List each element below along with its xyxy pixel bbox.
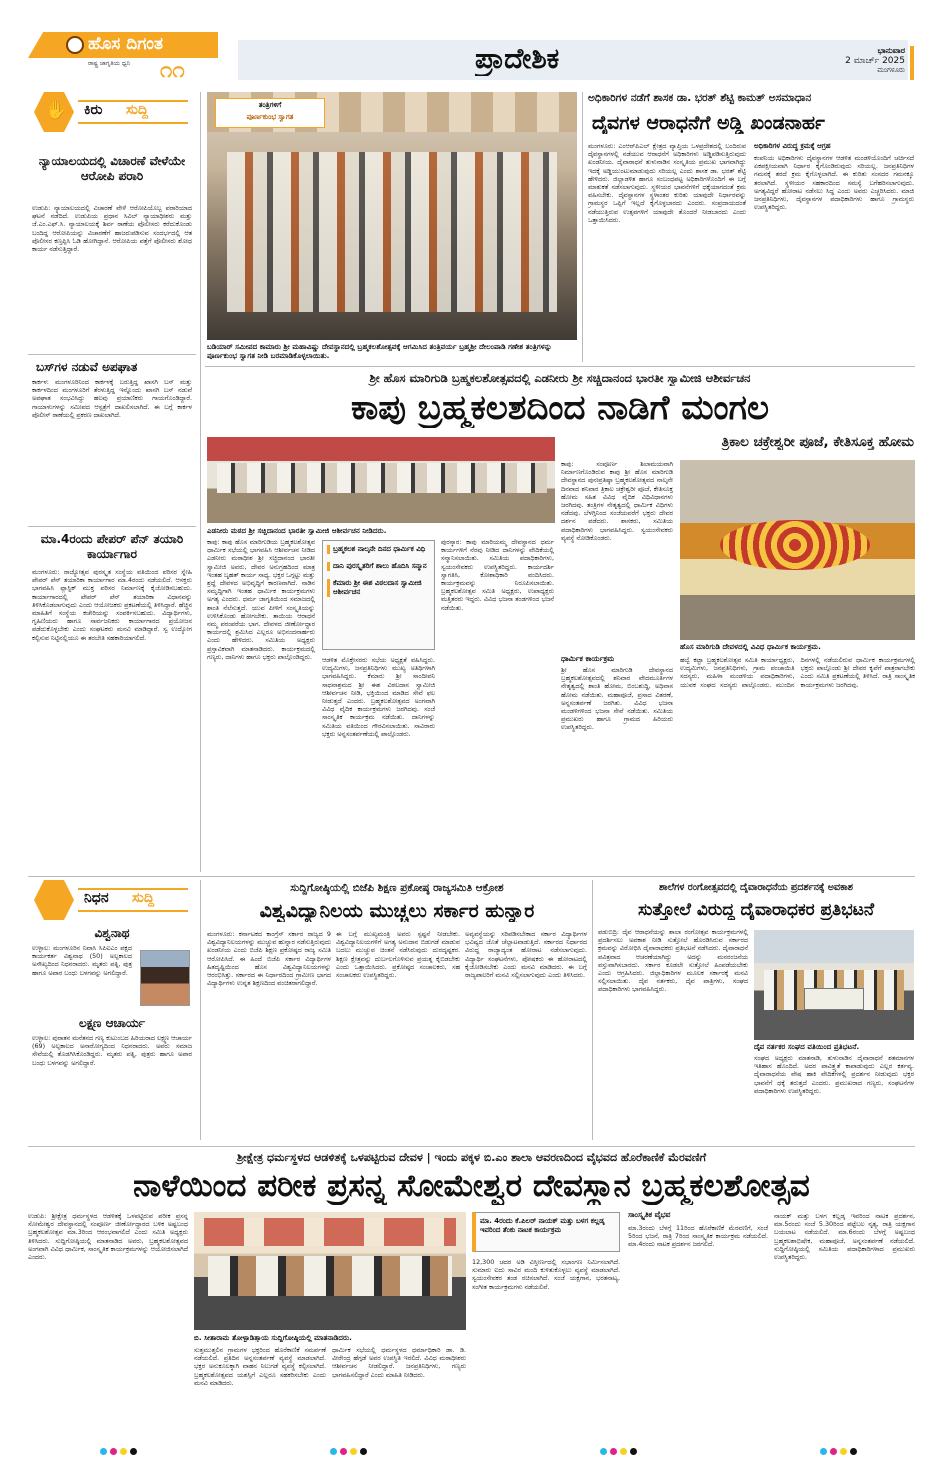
hand-icon-glyph: ✋ xyxy=(45,100,68,121)
banner-photo2 xyxy=(680,460,915,640)
color-registration-dots xyxy=(330,1440,370,1459)
banner-col4: ಕಾಪು: ಸಂಪೂರ್ಣ ಶಿಲಾಮಯವಾಗಿ ನಿರ್ಮಾಣಗೊಂಡಿರುವ ಕಾಪು ಶ್ರೀ ಹೊಸ ಮಾರಿಗುಡಿ ದೇವಸ್ಥಾನದ ಪುನಃಪ್ರತಿಷ್ಠಾ ಬ್ರಹ್ಮಕಲಶೋತ್ಸವದ ನಾಲ್ಕನೇ ದಿನವಾದ ಶನಿವಾರ ತ್ರಿಕಾಲ ಚಕ್ರೇಶ್ವರೀ ಪೂಜೆ, ಕೇತಿಸೂಕ್ತ ಹೋಮ ಸಹಿತ ವಿವಿಧ ವೈದಿಕ ವಿಧಿವಿಧಾನಗಳು ಜರಗಿದವು. ತಂತ್ರಿಗಳ ನೇತೃತ್ವದಲ್ಲಿ ಧಾರ್ಮಿಕ ವಿಧಿಗಳು ನಡೆದವು. ಬೆಳಗ್ಗಿನಿಂದ ಸಂಜೆಯವರೆಗೆ ಭಕ್ತರು ದೇವರ ದರ್ಶನ ಪಡೆದರು. ಶಾಸಕರು, ಸಮಿತಿಯ ಪದಾಧಿಕಾರಿಗಳು ಭಾಗವಹಿಸಿದ್ದರು. ಸ್ವಯಂಸೇವಕರು ವ್ಯವಸ್ಥೆ ನೋಡಿಕೊಂಡರು. xyxy=(561,460,673,542)
kiru-label-post: ಸುದ್ದಿ xyxy=(126,102,149,118)
dot-magenta xyxy=(340,1448,347,1455)
nidhana-person1-body: ಉಳ್ಳಾಲ: ಮಂಗಳೂರಿನ ನಿವಾಸಿ ಸಿಪಿಐಎಂ ಪಕ್ಷದ ಕಾರ್ಯಕರ್ತ ವಿಶ್ವನಾಥ (50) ಅಲ್ಪಕಾಲದ ಅಸೌಖ್ಯದಿಂದ ನಿಧನರಾದರು. ಮೃತರು ಪತ್ನಿ, ಪುತ್ರ ಹಾಗೂ ಅಪಾರ ಬಂಧು ಬಳಗವನ್ನು ಅಗಲಿದ್ದಾರೆ. xyxy=(32,944,132,977)
photo-tag-line1: ತಂತ್ರಿಗಳಿಗೆ xyxy=(258,101,282,109)
bottom-photo xyxy=(194,1212,466,1330)
column-rule xyxy=(582,92,583,362)
kiru-item2-title: ಬಸ್‌ಗಳ ನಡುವೆ ಅಪಘಾತ xyxy=(36,360,138,374)
divider xyxy=(28,526,196,527)
kiru-label-pre: ಕಿರು xyxy=(84,102,103,118)
photo-figure xyxy=(227,152,557,312)
column-rule xyxy=(200,92,201,872)
divider xyxy=(205,366,915,367)
protest-photo xyxy=(754,930,914,1040)
avatar xyxy=(140,950,190,1006)
kiru-item2-body: ಕಾರ್ಕಳ: ಮಂಗಳೂರಿನಿಂದ ಕಾರ್ಕಳಕ್ಕೆ ಬರುತ್ತಿದ್ದ ಖಾಸಗಿ ಬಸ್ ಮತ್ತು ಕಾರ್ಕಳದಿಂದ ಮಂಗಳೂರಿಗೆ ತೆರಳುತ್ತಿದ್ದ ಇನ್ನೊಂದು ಖಾಸಗಿ ಬಸ್ ನಡುವೆ ಅಪಘಾತ ಸಂಭವಿಸಿದ್ದು ಹಲವು ಪ್ರಯಾಣಿಕರು ಗಾಯಗೊಂಡಿದ್ದಾರೆ. ಗಾಯಾಳುಗಳನ್ನು ಸಮೀಪದ ಆಸ್ಪತ್ರೆಗೆ ದಾಖಲಿಸಲಾಗಿದೆ. ಈ ಬಗ್ಗೆ ಕಾರ್ಕಳ ಪೊಲೀಸ್ ಠಾಣೆಯಲ್ಲಿ ಪ್ರಕರಣ ದಾಖಲಾಗಿದೆ. xyxy=(32,378,192,419)
highlight-item: ದಾನಿ ಪುರಸ್ಕೃತರಿಗೆ ಶಾಲು ಹೊದಿಸಿ ಸನ್ಮಾನ xyxy=(327,562,430,571)
page-number: ೧೧ xyxy=(160,58,185,83)
kiru-item3-body: ಮಂಗಳೂರು: ರಾಜ್ಯೋತ್ಸವ ಪುರಸ್ಕೃತ ಸಂಸ್ಥೆಯ ವತಿಯಿಂದ ಪರಿಸರ ಸ್ನೇಹಿ ಪೇಪರ್ ಪೆನ್ ತಯಾರಿಕಾ ಕಾರ್ಯಾಗಾರ ಮಾ.4ರಂದು ನಡೆಯಲಿದೆ. ಆಸಕ್ತರು ಭಾಗವಹಿಸಿ ಪ್ಲಾಸ್ಟಿಕ್ ಮುಕ್ತ ಪರಿಸರ ನಿರ್ಮಾಣಕ್ಕೆ ಕೈಜೋಡಿಸಬಹುದು. ಕಾರ್ಯಾಗಾರದಲ್ಲಿ ಪೇಪರ್ ಪೆನ್ ತಯಾರಿಕಾ ವಿಧಾನವನ್ನು ತಿಳಿಸಿಕೊಡಲಾಗುವುದು ಎಂದು ಆಯೋಜಕರು ಪ್ರಕಟಣೆಯಲ್ಲಿ ತಿಳಿಸಿದ್ದಾರೆ. ಹೆಚ್ಚಿನ ಮಾಹಿತಿಗೆ ಸಂಸ್ಥೆಯ ಕಚೇರಿಯನ್ನು ಸಂಪರ್ಕಿಸಬಹುದು. ವಿದ್ಯಾರ್ಥಿಗಳು, ಗೃಹಿಣಿಯರು ಹಾಗೂ ಸಾರ್ವಜನಿಕರು ಕಾರ್ಯಾಗಾರದ ಪ್ರಯೋಜನ ಪಡೆದುಕೊಳ್ಳಬೇಕು ಎಂದು ಸಂಘಟಕರು ಮನವಿ ಮಾಡಿದ್ದಾರೆ. ಸ್ವ ಉದ್ಯೋಗ ಕಲ್ಪಿಸುವ ನಿಟ್ಟಿನಲ್ಲಿಯೂ ಈ ತರಬೇತಿ ಸಹಕಾರಿಯಾಗಲಿದೆ. xyxy=(32,568,192,642)
nidhana-person2-name: ಲಕ್ಷ್ಮಣ ಆಚಾರ್ಯ xyxy=(78,1016,146,1030)
banner-photo1-caption: ಎಡನೀರು ಮಠದ ಶ್ರೀ ಸಚ್ಚಿದಾನಂದ ಭಾರತೀ ಸ್ವಾಮೀಜಿ ಆಶೀರ್ವಚನ ನೀಡಿದರು. xyxy=(207,526,387,535)
banner-col2: ಆಡಳಿತ ಮೊಕ್ತೇಸರರು ಸಭೆಯ ಅಧ್ಯಕ್ಷತೆ ವಹಿಸಿದ್ದರು. ಉದ್ಯಮಿಗಳು, ಜನಪ್ರತಿನಿಧಿಗಳು ಮುಖ್ಯ ಅತಿಥಿಗಳಾಗಿ ಭಾಗವಹಿಸಿದ್ದರು. ಕೆಮಾರು ಶ್ರೀ ಸಾಂದೀಪನಿ ಸಾಧನಾಶ್ರಮದ ಶ್ರೀ ಈಶ ವಿಠಲದಾಸ ಸ್ವಾಮೀಜಿ ಆಶೀರ್ವಚನ ನೀಡಿ, ಭಕ್ತಿಯಿಂದ ಮಾಡಿದ ಸೇವೆ ಫಲ ನೀಡುತ್ತದೆ ಎಂದರು. ಬ್ರಹ್ಮಕಲಶೋತ್ಸವದ ಅಂಗವಾಗಿ ವಿವಿಧ ವೈದಿಕ ಕಾರ್ಯಕ್ರಮಗಳು ಜರಗಿದವು. ಸಂಜೆ ಸಾಂಸ್ಕೃತಿಕ ಕಾರ್ಯಕ್ರಮ ನಡೆಯಿತು. ದಾನಿಗಳನ್ನು ಸಮಿತಿಯ ವತಿಯಿಂದ ಗೌರವಿಸಲಾಯಿತು. ಸಾವಿರಾರು ಭಕ್ತರು ಅನ್ನಸಂತರ್ಪಣೆಯಲ್ಲಿ ಪಾಲ್ಗೊಂಡರು. xyxy=(322,656,435,738)
dot-cyan xyxy=(820,1448,827,1455)
bottom-kicker: ಶ್ರೀಕ್ಷೇತ್ರ ಧರ್ಮಸ್ಥಳದ ಆಡಳಿತಕ್ಕೆ ಒಳಪಟ್ಟಿರುವ ದೇವಳ | ಇಂದು ಪಕ್ಕಳ ಬಿ.ಎಂ ಶಾಲಾ ಆವರಣದಿಂದ ವೈಭವದ ಹೊರೆಕಾಣಿಕೆ ಮೆರವಣಿಗೆ xyxy=(236,1151,707,1164)
color-registration-dots xyxy=(100,1440,140,1459)
kiru-suddi-column xyxy=(28,92,196,872)
dot-magenta xyxy=(110,1448,117,1455)
bjp-col1: ಮಂಗಳೂರು: ಕರ್ನಾಟಕದ ಕಾಂಗ್ರೆಸ್ ಸರ್ಕಾರ ರಾಜ್ಯದ 9 ವಿಶ್ವವಿದ್ಯಾನಿಲಯಗಳನ್ನು ಮುಚ್ಚುವ ಹುನ್ನಾರ ನಡೆಸುತ್ತಿರುವುದು ಖಂಡನೀಯ ಎಂದು ಬಿಜೆಪಿ ಶಿಕ್ಷಣ ಪ್ರಕೋಷ್ಠದ ರಾಜ್ಯ ಸಮಿತಿ ಆರೋಪಿಸಿದೆ. ಈ ಹಿಂದೆ ಬಿಜೆಪಿ ಸರ್ಕಾರ ವಿದ್ಯಾರ್ಥಿಗಳ ಹಿತದೃಷ್ಟಿಯಿಂದ ಹೊಸ ವಿಶ್ವವಿದ್ಯಾನಿಲಯಗಳನ್ನು ಆರಂಭಿಸಿತ್ತು. ಸರ್ಕಾರದ ಈ ನಿರ್ಧಾರದಿಂದ ಗ್ರಾಮೀಣ ಭಾಗದ ವಿದ್ಯಾರ್ಥಿಗಳು ಉನ್ನತ ಶಿಕ್ಷಣದಿಂದ ವಂಚಿತರಾಗಲಿದ್ದಾರೆ. xyxy=(207,930,331,988)
dot-black xyxy=(630,1448,637,1455)
kiru-label xyxy=(28,92,196,132)
section-title: ಪ್ರಾದೇಶಿಕ xyxy=(475,42,560,75)
accent-bar xyxy=(910,46,914,80)
photo-tag-line2: ಪೂರ್ಣಕುಂಭ ಸ್ವಾಗತ xyxy=(246,113,294,121)
right-story-headline: ದೈವಗಳ ಆರಾಧನೆಗೆ ಅಡ್ಡಿ ಖಂಡನಾರ್ಹ xyxy=(592,112,825,134)
bjp-headline: ವಿಶ್ವವಿದ್ಯಾನಿಲಯ ಮುಚ್ಚಲು ಸರ್ಕಾರ ಹುನ್ನಾರ xyxy=(259,900,535,922)
protest-col1: ಪಡುಬಿದ್ರಿ: ದೈವ ಆರಾಧನೆಯನ್ನು ಶಾಲಾ ರಂಗೋತ್ಸವ ಕಾರ್ಯಕ್ರಮಗಳಲ್ಲಿ ಪ್ರದರ್ಶಿಸಲು ಅವಕಾಶ ನೀಡಿ ಸುತ್ತೋಲೆ ಹೊರಡಿಸಿರುವ ಸರ್ಕಾರದ ಕ್ರಮವನ್ನು ವಿರೋಧಿಸಿ ದೈವಾರಾಧಕರು ಪ್ರತಿಭಟನೆ ನಡೆಸಿದರು. ದೈವಾರಾಧನೆ ಪವಿತ್ರವಾದ ಆಚರಣೆಯಾಗಿದ್ದು ಅದನ್ನು ಮನರಂಜನೆಯ ವಸ್ತುವಾಗಿಸಬಾರದು. ಸರ್ಕಾರ ಕೂಡಲೇ ಸುತ್ತೋಲೆ ಹಿಂಪಡೆಯಬೇಕು ಎಂದು ಆಗ್ರಹಿಸಿದರು. ಜಿಲ್ಲಾಧಿಕಾರಿಗಳ ಮೂಲಕ ಸರ್ಕಾರಕ್ಕೆ ಮನವಿ ಸಲ್ಲಿಸಲಾಯಿತು. ದೈವ ನರ್ತಕರು, ದೈವ ಪಾತ್ರಿಗಳು, ಸಂಘದ ಪದಾಧಿಕಾರಿಗಳು ಭಾಗವಹಿಸಿದ್ದರು. xyxy=(598,928,748,994)
protest-headline: ಸುತ್ತೋಲೆ ವಿರುದ್ಧ ದೈವಾರಾಧಕರ ಪ್ರತಿಭಟನೆ xyxy=(637,900,875,920)
protest-col2: ಸಂಘದ ಅಧ್ಯಕ್ಷರು ಮಾತನಾಡಿ, ತುಳುನಾಡಿನ ದೈವಾರಾಧನೆ ಶತಮಾನಗಳ ಇತಿಹಾಸ ಹೊಂದಿದೆ. ಅದರ ಪಾವಿತ್ರ್ಯತೆ ಕಾಪಾಡುವುದು ಎಲ್ಲರ ಕರ್ತವ್ಯ. ದೈವಾರಾಧನೆಯ ವೇಷ ಹಾಕಿ ವೇದಿಕೆಗಳಲ್ಲಿ ಪ್ರದರ್ಶನ ನೀಡುವುದು ಭಕ್ತರ ಭಾವನೆಗೆ ಧಕ್ಕೆ ತರುತ್ತದೆ ಎಂದರು. ಪ್ರಮುಖರಾದ ಗಣ್ಯರು, ಸಂಘಟನೆಗಳ ಪದಾಧಿಕಾರಿಗಳು ಉಪಸ್ಥಿತರಿದ್ದರು. xyxy=(754,1054,914,1095)
nidhana-person1-name: ವಿಶ್ವನಾಥ xyxy=(94,926,130,940)
dot-cyan xyxy=(100,1448,107,1455)
bottom-col5-title: ಸಾಂಸ್ಕೃತಿಕ ವೈಭವ xyxy=(628,1210,768,1220)
dot-cyan xyxy=(600,1448,607,1455)
bottom-highlight xyxy=(472,1212,620,1252)
photo-figure xyxy=(217,463,547,493)
nidhana-column xyxy=(28,880,196,1140)
day-label: ಭಾನುವಾರ xyxy=(877,46,905,55)
dot-yellow xyxy=(840,1448,847,1455)
highlight-item: ಕೆಮಾರು ಶ್ರೀ ಈಶ ವಿಠಲದಾಸ ಸ್ವಾಮೀಜಿ ಆಶೀರ್ವಚನ xyxy=(327,579,430,597)
banner-col3: ಪುರಸ್ಕಾರ: ಕಾಪು ಮಾರಿಯಮ್ಮ ದೇವಸ್ಥಾನದ ಧರ್ಮ ಕಾರ್ಯಗಳಿಗೆ ನೆರವು ನೀಡಿದ ದಾನಿಗಳನ್ನು ವೇದಿಕೆಯಲ್ಲಿ ಸನ್ಮಾನಿಸಲಾಯಿತು. ಸಮಿತಿಯ ಪದಾಧಿಕಾರಿಗಳು, ಸ್ವಯಂಸೇವಕರು ಉಪಸ್ಥಿತರಿದ್ದರು. ಕಾರ್ಯದರ್ಶಿ ಸ್ವಾಗತಿಸಿ, ಕೋಶಾಧಿಕಾರಿ ವಂದಿಸಿದರು. ಕಾರ್ಯಕ್ರಮವನ್ನು ನಿರೂಪಿಸಲಾಯಿತು. ಬ್ರಹ್ಮಕಲಶೋತ್ಸವ ಸಮಿತಿ ಅಧ್ಯಕ್ಷರು, ಉಪಾಧ್ಯಕ್ಷರು ಮತ್ತಿತರರು ಇದ್ದರು. ವಿವಿಧ ಭಜನಾ ತಂಡಗಳಿಂದ ಭಜನೆ ನಡೆಯಿತು. xyxy=(441,538,554,612)
bjp-col2: ಈ ಬಗ್ಗೆ ಮುಖ್ಯಮಂತ್ರಿ ಅವರು ಸ್ಪಷ್ಟನೆ ನೀಡಬೇಕು. ವಿಶ್ವವಿದ್ಯಾನಿಲಯಗಳಿಗೆ ಅಗತ್ಯ ಅನುದಾನ ಬಿಡುಗಡೆ ಮಾಡುವ ಬದಲು ಮುಚ್ಚುವ ಚಿಂತನೆ ನಡೆಸಿರುವುದು ದುರದೃಷ್ಟಕರ. ಶಿಕ್ಷಣ ಕ್ಷೇತ್ರವನ್ನು ದುರ್ಬಲಗೊಳಿಸುವ ಪ್ರಯತ್ನ ಕೈಬಿಡಬೇಕು ಎಂದು ಒತ್ತಾಯಿಸಿದರು. ಪ್ರಕೋಷ್ಠದ ಸಂಚಾಲಕರು, ಸಹ ಸಂಚಾಲಕರು ಉಪಸ್ಥಿತರಿದ್ದರು. xyxy=(336,930,460,980)
right-story-col2: ಕಂಪನಿಯ ಅಧಿಕಾರಿಗಳು ದೈವಸ್ಥಾನಗಳ ಆಡಳಿತ ಮಂಡಳಿಯೊಂದಿಗೆ ಚರ್ಚಿಸದೆ ಏಕಪಕ್ಷೀಯವಾಗಿ ನಿರ್ಧಾರ ಕೈಗೊಂಡಿರುವುದು ಸರಿಯಲ್ಲ. ಜನಪ್ರತಿನಿಧಿಗಳ ಗಮನಕ್ಕೆ ತರದೆ ಕ್ರಮ ಕೈಗೊಳ್ಳಲಾಗಿದೆ. ಈ ಕುರಿತು ಸಂಸದರ ಗಮನಕ್ಕೂ ತರಲಾಗಿದೆ. ಸ್ಥಳೀಯರ ಸಹಕಾರದಿಂದ ಸಮಸ್ಯೆ ಬಗೆಹರಿಸಲಾಗುವುದು. ಅಗತ್ಯವಿದ್ದರೆ ಹೋರಾಟ ನಡೆಸಲು ಸಿದ್ಧ ಎಂದು ಅವರು ಎಚ್ಚರಿಸಿದರು. ಮಾಜಿ ಜನಪ್ರತಿನಿಧಿಗಳು, ದೈವಸ್ಥಾನಗಳ ಪದಾಧಿಕಾರಿಗಳು ಹಾಗೂ ಗ್ರಾಮಸ್ಥರು ಉಪಸ್ಥಿತರಿದ್ದರು. xyxy=(754,154,914,212)
photo-banner xyxy=(204,1218,456,1246)
right-story-subhead: ಅಧಿಕಾರಿಗಳ ವಿರುದ್ಧ ಕ್ರಮಕ್ಕೆ ಆಗ್ರಹ xyxy=(754,142,831,150)
banner-kicker: ಶ್ರೀ ಹೊಸ ಮಾರಿಗುಡಿ ಬ್ರಹ್ಮಕಲಶೋತ್ಸವದಲ್ಲಿ ಎಡನೀರು ಶ್ರೀ ಸಚ್ಚಿದಾನಂದ ಭಾರತೀ ಸ್ವಾಮೀಜಿ ಆಶೀರ್ವಚನ xyxy=(369,371,751,385)
dot-yellow xyxy=(120,1448,127,1455)
divider xyxy=(28,1146,915,1147)
right-story-kicker: ಅಧಿಕಾರಿಗಳ ನಡೆಗೆ ಶಾಸಕ ಡಾ. ಭರತ್ ಶೆಟ್ಟಿ ಕಾಮತ್ ಅಸಮಾಧಾನ xyxy=(588,92,812,104)
highlight-item: ಮಾ. 4ರಂದು ಕೆ.ಪಿಲರ್ ನಾಯಕ್ ಮತ್ತು ಬಳಗ ಕಲ್ಲಡ್ಕ ಇವರಿಂದ ತೆಂಕು ನಾಟಕ ಕಾರ್ಯಕ್ರಮ xyxy=(480,1217,605,1234)
banner-photo2-caption: ಹೊಸ ಮಾರಿಗುಡಿ ದೇವಳದಲ್ಲಿ ವಿವಿಧ ಧಾರ್ಮಿಕ ಕಾರ್ಯಕ್ರಮ. xyxy=(680,642,821,651)
dot-black xyxy=(360,1448,367,1455)
bottom-headline: ನಾಳೆಯಿಂದ ಪರೀಕ ಪ್ರಸನ್ನ ಸೋಮೇಶ್ವರ ದೇವಸ್ಥಾನ ಬ್ರಹ್ಮಕಲಶೋತ್ಸವ xyxy=(133,1168,810,1204)
protest-kicker: ಶಾಲೆಗಳ ರಂಗೋತ್ಸವದಲ್ಲಿ ದೈವಾರಾಧನೆಯ ಪ್ರದರ್ಶನಕ್ಕೆ ಅವಕಾಶ xyxy=(659,882,853,893)
color-registration-dots xyxy=(600,1440,640,1459)
dot-black xyxy=(850,1448,857,1455)
dot-black xyxy=(130,1448,137,1455)
column-rule xyxy=(592,880,593,1140)
nidhana-person2-body: ಉಳ್ಳಾಲ: ಪುರಾತನ ಮನೆತನದ ಗಣ್ಯ ಕುಟುಂಬದ ಹಿರಿಯರಾದ ಲಕ್ಷ್ಮಣ ಆಚಾರ್ಯ (69) ಅಲ್ಪಕಾಲದ ಅನಾರೋಗ್ಯದಿಂದ ನಿಧನರಾದರು. ಅವರು ಸಮಾಜ ಸೇವೆಯಲ್ಲಿ ತೊಡಗಿಸಿಕೊಂಡಿದ್ದರು. ಮೃತರು ಪತ್ನಿ, ಪುತ್ರರು ಹಾಗೂ ಅಪಾರ ಬಂಧು ಬಳಗವನ್ನು ಅಗಲಿದ್ದಾರೆ. xyxy=(32,1034,192,1067)
dot-yellow xyxy=(620,1448,627,1455)
dot-yellow xyxy=(350,1448,357,1455)
banner-photo1 xyxy=(207,437,555,523)
right-story-col1: ಮಂಗಳೂರು: ಎಂಆರ್‌ಪಿಎಲ್ ಕ್ಷೇತ್ರದ ವ್ಯಾಪ್ತಿಯ ಒಳಪ್ರದೇಶದಲ್ಲಿ ಬಂದಿರುವ ದೈವಸ್ಥಾನಗಳಲ್ಲಿ ನಡೆಯುವ ಆರಾಧನೆಗೆ ಅಧಿಕಾರಿಗಳು ಅಡ್ಡಿಪಡಿಸುತ್ತಿರುವುದು ಖಂಡನೀಯ. ದೈವಾರಾಧನೆ ತುಳುನಾಡಿನ ಸಂಸ್ಕೃತಿಯ ಪ್ರಮುಖ ಭಾಗವಾಗಿದ್ದು ಇದಕ್ಕೆ ಅಡ್ಡಿಯುಂಟುಮಾಡುವುದು ಸರಿಯಲ್ಲ ಎಂದು ಶಾಸಕ ಡಾ. ಭರತ್ ಶೆಟ್ಟಿ ಹೇಳಿದರು. ಜಿಲ್ಲಾಡಳಿತ ಹಾಗೂ ಸಂಬಂಧಪಟ್ಟ ಅಧಿಕಾರಿಗಳೊಂದಿಗೆ ಈ ಬಗ್ಗೆ ಮಾತುಕತೆ ನಡೆಸಲಾಗುವುದು. ಸ್ಥಳೀಯರ ಭಾವನೆಗಳಿಗೆ ಧಕ್ಕೆಯಾಗದಂತೆ ಕ್ರಮ ವಹಿಸಬೇಕು. ದೈವಸ್ಥಾನಗಳ ಸ್ಥಳಾಂತರ ಕುರಿತು ಯಾವುದೇ ನಿರ್ಧಾರವನ್ನು ಗ್ರಾಮಸ್ಥರ ಒಪ್ಪಿಗೆ ಇಲ್ಲದೆ ಕೈಗೊಳ್ಳಬಾರದು ಎಂದರು. ಸಂಪ್ರದಾಯದಂತೆ ನಡೆಯುತ್ತಿರುವ ಉತ್ಸವಗಳಿಗೆ ಯಾವುದೇ ತೊಂದರೆ ನೀಡಬಾರದು ಎಂದು ಒತ್ತಾಯಿಸಿದರು. xyxy=(588,142,746,224)
protest-photo-caption: ದೈವ ನರ್ತಕರ ಸಂಘದ ವತಿಯಿಂದ ಪ್ರತಿಭಟನೆ. xyxy=(754,1042,860,1051)
date-block xyxy=(795,46,905,80)
logo-block xyxy=(28,32,218,82)
divider xyxy=(28,876,915,877)
kiru-item3-title: ಮಾ.4ರಂದು ಪೇಪರ್ ಪೆನ್ ತಯಾರಿ ಕಾರ್ಯಾಗಾರ xyxy=(40,532,184,561)
kiru-item1-title: ನ್ಯಾಯಾಲಯದಲ್ಲಿ ವಿಚಾರಣೆ ವೇಳೆಯೇ ಆರೋಪಿ ಪರಾರಿ xyxy=(38,154,186,183)
bjp-kicker: ಸುದ್ದಿಗೋಷ್ಠಿಯಲ್ಲಿ ಬಿಜೆಪಿ ಶಿಕ್ಷಣ ಪ್ರಕೋಷ್ಠ ರಾಜ್ಯಸಮಿತಿ ಆಕ್ರೋಶ xyxy=(290,882,504,894)
nidhana-label-pre: ನಿಧನ xyxy=(84,890,109,906)
photo-figure xyxy=(720,520,870,570)
date-label: 2 ಮಾರ್ಚ್ 2025 xyxy=(845,56,905,66)
banner-col5: ಶ್ರೀ ಹೊಸ ಮಾರಿಗುಡಿ ದೇವಸ್ಥಾನದ ಬ್ರಹ್ಮಕಲಶೋತ್ಸವದಲ್ಲಿ ಶನಿವಾರ ವೇದಮೂರ್ತಿಗಳ ನೇತೃತ್ವದಲ್ಲಿ ಶಾಂತಿ ಹೋಮ, ಬಿಂಬಶುದ್ಧಿ, ಅಧಿವಾಸ ಹೋಮ ನಡೆಯಿತು. ಮಹಾಪೂಜೆ, ಪ್ರಸಾದ ವಿತರಣೆ, ಅನ್ನಸಂತರ್ಪಣೆ ಜರಗಿತು. ವಿವಿಧ ಭಜನಾ ಮಂಡಳಿಗಳಿಂದ ಭಜನಾ ಸೇವೆ ನಡೆಯಿತು. ಸಮಿತಿಯ ಪ್ರಮುಖರು ಹಾಗೂ ಗ್ರಾಮದ ಹಿರಿಯರು ಉಪಸ್ಥಿತರಿದ್ದರು. xyxy=(561,666,673,732)
photo-tag xyxy=(215,98,325,128)
lamp-icon xyxy=(66,36,84,54)
highlight-item: ಬ್ರಹ್ಮಕಲಶ ನಾಲ್ಕನೇ ದಿನದ ಧಾರ್ಮಿಕ ವಿಧಿ xyxy=(327,545,430,554)
banner-subhead: ತ್ರಿಕಾಲ ಚಕ್ರೇಶ್ವರೀ ಪೂಜೆ, ಕೇತಿಸೂಕ್ತ ಹೋಮ xyxy=(721,434,914,450)
bottom-photo-caption: ಬಿ. ಸೀತಾರಾಮ ತೋಳ್ಪಾಡಿತ್ತಾಯ ಸುದ್ದಿಗೋಷ್ಠಿಯಲ್ಲಿ ಮಾತನಾಡಿದರು. xyxy=(194,1333,352,1342)
banner-col1: ಕಾಪು: ಕಾಪು ಹೊಸ ಮಾರಿಗುಡಿಯ ಬ್ರಹ್ಮಕಲಶೋತ್ಸವ ಧಾರ್ಮಿಕ ಸಭೆಯಲ್ಲಿ ಭಾಗವಹಿಸಿ ಆಶೀರ್ವಚನ ನೀಡಿದ ಎಡನೀರು ಮಠಾಧೀಶ ಶ್ರೀ ಸಚ್ಚಿದಾನಂದ ಭಾರತೀ ಸ್ವಾಮೀಜಿ ಅವರು, ದೇವರ ಅನುಗ್ರಹದಿಂದ ಮಾತ್ರ ಇಂತಹ ಬೃಹತ್ ಕಾರ್ಯ ಸಾಧ್ಯ. ಭಕ್ತರ ಒಗ್ಗಟ್ಟು ಮತ್ತು ಶ್ರದ್ಧೆ ದೇವಳದ ಅಭಿವೃದ್ಧಿಗೆ ಕಾರಣವಾಗಿದೆ. ನಾಡಿನ ಸಮೃದ್ಧಿಗಾಗಿ ಇಂತಹ ಧಾರ್ಮಿಕ ಕಾರ್ಯಕ್ರಮಗಳು ಅಗತ್ಯ ಎಂದರು. ಧರ್ಮ ಜಾಗೃತಿಯಿಂದ ಸಮಾಜದಲ್ಲಿ ಶಾಂತಿ ನೆಲೆಸುತ್ತದೆ. ಯುವ ಪೀಳಿಗೆ ಸಂಸ್ಕೃತಿಯನ್ನು ಉಳಿಸಿಕೊಂಡು ಹೋಗಬೇಕು. ತಾಯಿಯ ಆರಾಧನೆ ನಮ್ಮ ಪರಂಪರೆಯ ಭಾಗ. ದೇವಳದ ಜೀರ್ಣೋದ್ಧಾರ ಕಾರ್ಯದಲ್ಲಿ ಶ್ರಮಿಸಿದ ಎಲ್ಲರೂ ಅಭಿನಂದನಾರ್ಹರು ಎಂದು ಹೇಳಿದರು. ಸಮಿತಿಯ ಅಧ್ಯಕ್ಷರು ಪ್ರಸ್ತಾವಿಕವಾಗಿ ಮಾತನಾಡಿದರು. ಕಾರ್ಯಕ್ರಮದಲ್ಲಿ ಗಣ್ಯರು, ದಾನಿಗಳು ಹಾಗೂ ಭಕ್ತರು ಪಾಲ್ಗೊಂಡಿದ್ದರು. xyxy=(207,538,315,661)
city-label: ಮಂಗಳೂರು xyxy=(877,66,905,74)
logo-text: ಹೊಸ ದಿಗಂತ xyxy=(88,34,163,54)
top-photo xyxy=(207,92,577,340)
bottom-col2: ಸುತ್ತಮುತ್ತಲಿನ ಗ್ರಾಮಗಳ ಭಕ್ತರಿಂದ ಹೊರೆಕಾಣಿಕೆ ಸಮರ್ಪಣೆ ನಡೆಯಲಿದೆ. ಪ್ರತಿದಿನ ಅನ್ನಸಂತರ್ಪಣೆ ವ್ಯವಸ್ಥೆ ಮಾಡಲಾಗಿದೆ. ಭಕ್ತರ ಅನುಕೂಲಕ್ಕಾಗಿ ವಾಹನ ನಿಲುಗಡೆ ವ್ಯವಸ್ಥೆ ಕಲ್ಪಿಸಲಾಗಿದೆ. ಬ್ರಹ್ಮಕಲಶೋತ್ಸವದ ಯಶಸ್ಸಿಗೆ ಎಲ್ಲರೂ ಸಹಕರಿಸಬೇಕು ಎಂದು ಮನವಿ ಮಾಡಿದರು. xyxy=(194,1346,326,1387)
bottom-col4: 12,300 ಚದರ ಅಡಿ ವಿಸ್ತೀರ್ಣದಲ್ಲಿ ಸಭಾಂಗಣ ನಿರ್ಮಿಸಲಾಗಿದೆ. ಸುಮಾರು ಐದು ಸಾವಿರ ಮಂದಿ ಕುಳಿತುಕೊಳ್ಳಲು ವ್ಯವಸ್ಥೆ ಮಾಡಲಾಗಿದೆ. ಸ್ವಯಂಸೇವಕರ ತಂಡ ರಚಿಸಲಾಗಿದೆ. ಸಂಜೆ ಯಕ್ಷಗಾನ, ಭರತನಾಟ್ಯ, ಸಂಗೀತ ಕಾರ್ಯಕ್ರಮಗಳು ನಡೆಯಲಿವೆ. xyxy=(472,1258,620,1291)
logo-sub: ರಾಷ್ಟ್ರ ಜಾಗೃತಿಯ ಧ್ವನಿ xyxy=(88,60,131,67)
hex-badge-icon xyxy=(34,880,74,920)
bottom-col5: ಮಾ.3ರಂದು ಬೆಳಗ್ಗೆ 11ರಿಂದ ಹೊರೆಕಾಣಿಕೆ ಮೆರವಣಿಗೆ, ಸಂಜೆ 5ರಿಂದ ಭಜನೆ, ರಾತ್ರಿ 7ರಿಂದ ಸಾಂಸ್ಕೃತಿಕ ಕಾರ್ಯಕ್ರಮ ನಡೆಯಲಿದೆ. ಮಾ.4ರಂದು ನಾಟಕ ಪ್ರದರ್ಶನ ಜರಗಲಿದೆ. xyxy=(628,1224,768,1249)
banner-col5-title: ಧಾರ್ಮಿಕ ಕಾರ್ಯಕ್ರಮ xyxy=(561,654,615,663)
bottom-col3: ಧಾರ್ಮಿಕ ಸಭೆಯಲ್ಲಿ ಧರ್ಮಸ್ಥಳದ ಧರ್ಮಾಧಿಕಾರಿ ಡಾ. ಡಿ. ವೀರೇಂದ್ರ ಹೆಗ್ಗಡೆ ಅವರ ಉಪಸ್ಥಿತಿ ಇರಲಿದೆ. ವಿವಿಧ ಮಠಾಧೀಶರು ಆಶೀರ್ವಚನ ನೀಡಲಿದ್ದಾರೆ. ಜನಪ್ರತಿನಿಧಿಗಳು, ಗಣ್ಯರು ಭಾಗವಹಿಸಲಿದ್ದಾರೆ ಎಂದು ಮಾಹಿತಿ ನೀಡಿದರು. xyxy=(332,1346,466,1379)
nidhana-label-post: ಸುದ್ದಿ xyxy=(132,890,155,906)
color-registration-dots xyxy=(820,1440,860,1459)
nidhana-label xyxy=(28,880,196,920)
dot-magenta xyxy=(610,1448,617,1455)
photo-banner xyxy=(804,988,864,1010)
bjp-col3: ಅವ್ಯವಸ್ಥೆಯನ್ನು ಸರಿಪಡಿಸಬೇಕಾದ ಸರ್ಕಾರ ವಿದ್ಯಾರ್ಥಿಗಳ ಭವಿಷ್ಯದ ಜೊತೆ ಚೆಲ್ಲಾಟವಾಡುತ್ತಿದೆ. ಸರ್ಕಾರದ ನಿರ್ಧಾರದ ವಿರುದ್ಧ ರಾಜ್ಯಾದ್ಯಂತ ಹೋರಾಟ ನಡೆಸಲಾಗುವುದು. ವಿದ್ಯಾರ್ಥಿ ಸಂಘಟನೆಗಳು, ಪೋಷಕರು ಈ ಹೋರಾಟದಲ್ಲಿ ಕೈಜೋಡಿಸಬೇಕು ಎಂದು ಮನವಿ ಮಾಡಿದರು. ಈ ಬಗ್ಗೆ ರಾಜ್ಯಪಾಲರಿಗೆ ಮನವಿ ಸಲ್ಲಿಸಲಾಗುವುದು ಎಂದು ತಿಳಿಸಿದರು. xyxy=(465,930,587,980)
dot-magenta xyxy=(830,1448,837,1455)
column-rule xyxy=(200,880,201,1140)
divider xyxy=(28,354,196,355)
dot-cyan xyxy=(330,1448,337,1455)
bottom-col1: ಉಡುಪಿ: ಶ್ರೀಕ್ಷೇತ್ರ ಧರ್ಮಸ್ಥಳದ ಆಡಳಿತಕ್ಕೆ ಒಳಪಟ್ಟಿರುವ ಪರೀಕ ಪ್ರಸನ್ನ ಸೋಮೇಶ್ವರ ದೇವಸ್ಥಾನದಲ್ಲಿ ಸಂಪೂರ್ಣ ಜೀರ್ಣೋದ್ಧಾರದ ಬಳಿಕ ಅಷ್ಟಬಂಧ ಬ್ರಹ್ಮಕಲಶೋತ್ಸವ ಮಾ.3ರಿಂದ ಆರಂಭವಾಗಲಿದೆ ಎಂದು ಸಮಿತಿ ಅಧ್ಯಕ್ಷರು ತಿಳಿಸಿದರು. ಸುದ್ದಿಗೋಷ್ಠಿಯಲ್ಲಿ ಮಾತನಾಡಿದ ಅವರು, ಬ್ರಹ್ಮಕಲಶೋತ್ಸವದ ಅಂಗವಾಗಿ ವಿವಿಧ ಧಾರ್ಮಿಕ, ಸಾಂಸ್ಕೃತಿಕ ಕಾರ್ಯಕ್ರಮಗಳನ್ನು ಆಯೋಜಿಸಲಾಗಿದೆ ಎಂದರು. xyxy=(28,1212,188,1262)
bottom-col6: ನಾಯಕ್ ಮತ್ತು ಬಳಗ ಕಲ್ಲಡ್ಕ ಇವರಿಂದ ನಾಟಕ ಪ್ರದರ್ಶನ, ಮಾ.5ರಂದು ಸಂಜೆ 5.30ರಿಂದ ಪಟ್ಟೆಬಲ ನೃತ್ಯ, ರಾತ್ರಿ ಯಕ್ಷಗಾನ ಬಯಲಾಟ ನಡೆಯಲಿದೆ. ಮಾ.6ರಂದು ಬೆಳಗ್ಗೆ ಅಷ್ಟಬಂಧ ಬ್ರಹ್ಮಕಲಶಾಭಿಷೇಕ, ಮಹಾಪೂಜೆ, ಅನ್ನಸಂತರ್ಪಣೆ ನಡೆಯಲಿದೆ. ಸುದ್ದಿಗೋಷ್ಠಿಯಲ್ಲಿ ಸಮಿತಿಯ ಪದಾಧಿಕಾರಿಗಳಾದ ಪ್ರಮುಖರು ಉಪಸ್ಥಿತರಿದ್ದರು. xyxy=(774,1212,915,1262)
photo-figure xyxy=(208,1256,452,1296)
kiru-item1-body: ಉಡುಪಿ: ನ್ಯಾಯಾಲಯದಲ್ಲಿ ವಿಚಾರಣೆ ವೇಳೆ ಆರೋಪಿಯೊಬ್ಬ ಪರಾರಿಯಾದ ಘಟನೆ ನಡೆದಿದೆ. ಉಡುಪಿಯ ಪ್ರಧಾನ ಸಿವಿಲ್ ನ್ಯಾಯಾಧೀಶರು ಮತ್ತು ಜೆ.ಎಂ.ಎಫ್.ಸಿ. ನ್ಯಾಯಾಲಯಕ್ಕೆ ಶಿರ್ವ ಠಾಣೆಯ ಪೊಲೀಸರು ಕರೆದುಕೊಂಡು ಬಂದಿದ್ದ ಆರೋಪಿಯನ್ನು ವಿಚಾರಣೆಗೆ ಹಾಜರುಪಡಿಸುವ ಸಂದರ್ಭದಲ್ಲಿ ಆತ ಪೊಲೀಸರ ಕಣ್ತಪ್ಪಿಸಿ ಓಡಿ ಹೋಗಿದ್ದಾನೆ. ಆರೋಪಿಯ ಪತ್ತೆಗೆ ಪೊಲೀಸರು ಶೋಧ ಕಾರ್ಯ ನಡೆಸುತ್ತಿದ್ದಾರೆ. xyxy=(32,204,192,254)
banner-highlights xyxy=(322,540,435,650)
banner-col6: ಹಲ್ವೆ ಕಟ್ಟಾ ಬ್ರಹ್ಮಕಲಶೋತ್ಸವ ಸಮಿತಿ ಕಾರ್ಯಾಧ್ಯಕ್ಷರು, ಉದ್ಯಮಿಗಳು, ಜನಪ್ರತಿನಿಧಿಗಳು, ಗ್ರಾಮ ಪಂಚಾಯಿತಿ ಸದಸ್ಯರು, ಮಹಿಳಾ ಮಂಡಳಿಯ ಪದಾಧಿಕಾರಿಗಳು, ಯುವಕ ಸಂಘದ ಸದಸ್ಯರು ಪಾಲ್ಗೊಂಡರು. ಮುಂದಿನ ದಿನಗಳಲ್ಲಿ ನಡೆಯಲಿರುವ ಧಾರ್ಮಿಕ ಕಾರ್ಯಕ್ರಮಗಳಲ್ಲಿ ಭಕ್ತರು ಪಾಲ್ಗೊಂಡು ಶ್ರೀ ದೇವರ ಕೃಪೆಗೆ ಪಾತ್ರರಾಗಬೇಕು ಎಂದು ಸಮಿತಿ ಪ್ರಕಟಣೆಯಲ್ಲಿ ತಿಳಿಸಿದೆ. ರಾತ್ರಿ ಸಾಂಸ್ಕೃತಿಕ ಕಾರ್ಯಕ್ರಮಗಳು ಜರಗಿದವು. xyxy=(680,656,915,689)
top-photo-caption: ಬಡಿಯಾರ್ ಸಮೀಪದ ಕಾಮಾರು ಶ್ರೀ ಮಹಾವಿಷ್ಣು ದೇವಸ್ಥಾನದಲ್ಲಿ ಬ್ರಹ್ಮಕಲಶೋತ್ಸವಕ್ಕೆ ಆಗಮಿಸಿದ ತಂತ್ರಿವರ್ಯ ಬ್ರಹ್ಮಶ್ರೀ ದೇಲಂಪಾಡಿ ಗಣೇಶ ತಂತ್ರಿಗಳನ್ನು ಪೂರ್ಣಕುಂಭ ಸ್ವಾಗತ ನೀಡಿ ಬರಮಾಡಿಕೊಳ್ಳಲಾಯಿತು. xyxy=(207,342,552,360)
masthead xyxy=(0,0,945,88)
banner-headline: ಕಾಪು ಬ್ರಹ್ಮಕಲಶದಿಂದ ನಾಡಿಗೆ ಮಂಗಲ xyxy=(350,388,770,428)
